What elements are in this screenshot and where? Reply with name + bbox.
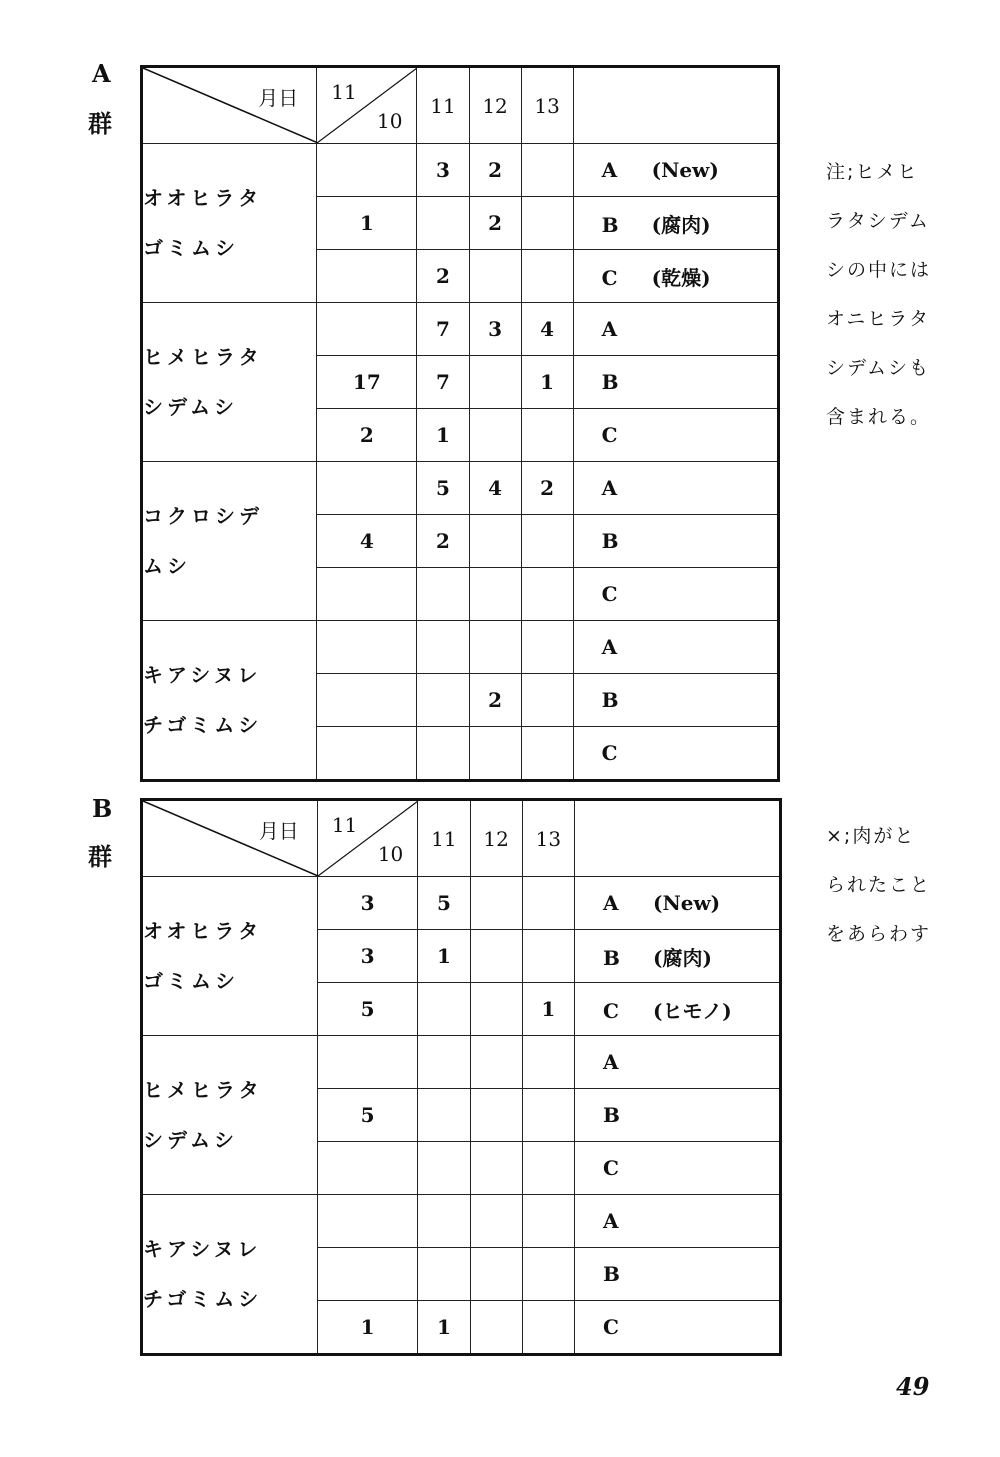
count-cell-day13: 2 [521, 462, 573, 515]
date-split-bottom: 10 [376, 109, 403, 133]
species-name-line: ヒメヒラタ [143, 345, 263, 369]
species-name [142, 303, 317, 462]
count-cell-day10 [317, 1248, 417, 1301]
table-row [142, 144, 779, 197]
bait-cell [573, 674, 778, 727]
count-cell-day10 [317, 568, 417, 621]
count-cell-day13: 1 [522, 983, 574, 1036]
species-name-line: シデムシ [143, 1128, 238, 1152]
count-cell-day12: 2 [469, 197, 521, 250]
group-a-kanji: 群 [88, 109, 112, 138]
species-name [142, 621, 317, 781]
count-cell-day10: 3 [317, 877, 417, 930]
species-name-line: キアシヌレ [143, 663, 262, 687]
table-row [142, 1195, 781, 1248]
bait-note: (New) [652, 891, 721, 915]
count-cell-day10: 5 [317, 983, 417, 1036]
count-cell-day13 [522, 1089, 574, 1142]
count-cell-day12 [470, 877, 522, 930]
count-cell-day13 [521, 409, 573, 462]
group-b-side-note [826, 812, 931, 959]
side-note-line: オニヒラタ [826, 308, 931, 330]
bait-cell [574, 983, 780, 1036]
bait-note: (New) [651, 158, 719, 182]
count-cell-day10 [317, 1142, 417, 1195]
bait-letter: C [602, 1156, 619, 1180]
count-cell-day11 [418, 1248, 470, 1301]
count-cell-day12 [470, 930, 522, 983]
bait-letter: A [602, 891, 619, 915]
count-cell-day13 [521, 621, 573, 674]
bait-cell [574, 1089, 780, 1142]
bait-letter: B [601, 529, 619, 553]
species-name-line: キアシヌレ [143, 1237, 262, 1261]
species-name-line: オオヒラタ [143, 186, 263, 210]
table-row [142, 621, 779, 674]
count-cell-day10: 3 [317, 930, 417, 983]
bait-letter: A [602, 1050, 619, 1074]
count-cell-day13 [522, 1036, 574, 1089]
count-cell-day13 [522, 1195, 574, 1248]
bait-letter: A [601, 476, 618, 500]
species-name-line: ゴミムシ [143, 236, 239, 260]
bait-cell [574, 1248, 780, 1301]
bait-letter: A [601, 158, 618, 182]
bait-note: (ヒモノ) [652, 998, 732, 1023]
count-cell-day12 [469, 250, 521, 303]
month-day-label: 月日 [258, 819, 299, 843]
table-row [142, 1036, 781, 1089]
day-header: 12 [469, 67, 521, 144]
table-row [142, 303, 779, 356]
bait-cell [574, 1036, 780, 1089]
count-cell-day12 [470, 983, 522, 1036]
count-cell-day11 [417, 674, 469, 727]
species-name-line: ヒメヒラタ [143, 1078, 263, 1102]
count-cell-day13: 4 [521, 303, 573, 356]
bait-cell [573, 356, 778, 409]
count-cell-day10: 17 [317, 356, 417, 409]
bait-letter: B [601, 212, 619, 237]
bait-letter: C [601, 582, 618, 606]
side-note-line: 含まれる。 [826, 406, 932, 428]
day-header: 11 [417, 67, 469, 144]
bait-cell [574, 877, 780, 930]
count-cell-day10: 5 [317, 1089, 417, 1142]
bait-letter: B [601, 370, 619, 394]
bait-letter: C [601, 423, 618, 447]
bait-cell [574, 1195, 780, 1248]
bait-letter: B [602, 945, 620, 970]
count-cell-day13 [521, 197, 573, 250]
count-cell-day11 [417, 568, 469, 621]
bait-note: (乾燥) [651, 265, 711, 290]
species-name-line: オオヒラタ [143, 919, 263, 943]
count-cell-day12 [470, 1195, 522, 1248]
count-cell-day10 [317, 1195, 417, 1248]
count-cell-day13 [521, 250, 573, 303]
count-cell-day11: 5 [418, 877, 470, 930]
bait-letter: B [602, 1262, 620, 1286]
count-cell-day13 [522, 1248, 574, 1301]
count-cell-day13 [522, 1301, 574, 1355]
species-name-line: チゴミムシ [143, 713, 263, 737]
count-cell-day11: 7 [417, 303, 469, 356]
count-cell-day11 [418, 1089, 470, 1142]
count-cell-day11: 2 [417, 515, 469, 568]
count-cell-day13 [521, 568, 573, 621]
count-cell-day11 [418, 1142, 470, 1195]
count-cell-day11 [417, 197, 469, 250]
bait-cell [573, 515, 778, 568]
bait-letter: C [601, 265, 618, 290]
group-b-letter: B [92, 794, 113, 823]
count-cell-day12 [469, 356, 521, 409]
bait-cell [574, 930, 780, 983]
day-header: 13 [521, 67, 573, 144]
bait-cell [573, 303, 778, 356]
date-split-header [317, 800, 417, 877]
species-name-line: ムシ [143, 554, 191, 578]
date-split-top: 11 [331, 80, 357, 104]
count-cell-day12 [469, 568, 521, 621]
bait-header [573, 67, 778, 144]
day-header: 13 [522, 800, 574, 877]
count-cell-day11: 1 [418, 1301, 470, 1355]
count-cell-day12 [470, 1142, 522, 1195]
count-cell-day12 [469, 515, 521, 568]
group-a-side-note [826, 148, 931, 442]
count-cell-day11: 3 [417, 144, 469, 197]
bait-note: (腐肉) [652, 945, 712, 970]
date-split-top: 11 [331, 813, 358, 837]
species-name [142, 144, 317, 303]
count-cell-day10: 4 [317, 515, 417, 568]
header-row [142, 67, 779, 144]
species-name-line: チゴミムシ [143, 1287, 263, 1311]
count-cell-day12 [470, 1301, 522, 1355]
count-cell-day10 [317, 462, 417, 515]
count-cell-day10: 2 [317, 409, 417, 462]
bait-cell [573, 727, 778, 781]
count-cell-day10 [317, 303, 417, 356]
month-day-label: 月日 [258, 86, 299, 110]
count-cell-day13 [521, 727, 573, 781]
species-name [142, 877, 318, 1036]
table-row [142, 877, 781, 930]
side-note-line: シデムシも [826, 357, 931, 379]
side-note-line: 注;ヒメヒ [826, 161, 919, 183]
table-row [142, 462, 779, 515]
page-number: 49 [896, 1372, 930, 1401]
bait-note: (腐肉) [651, 212, 711, 237]
group-a-table [140, 65, 780, 782]
species-name [142, 462, 317, 621]
group-b-kanji: 群 [88, 842, 112, 871]
count-cell-day12 [469, 409, 521, 462]
corner-header [142, 800, 318, 877]
header-row [142, 800, 781, 877]
bait-letter: A [601, 317, 618, 341]
count-cell-day12 [470, 1248, 522, 1301]
count-cell-day12: 2 [469, 674, 521, 727]
bait-letter: C [602, 1315, 619, 1339]
species-name-line: シデムシ [143, 395, 238, 419]
count-cell-day11: 2 [417, 250, 469, 303]
count-cell-day12 [470, 1089, 522, 1142]
count-cell-day10 [317, 1036, 417, 1089]
count-cell-day12: 2 [469, 144, 521, 197]
count-cell-day13 [522, 877, 574, 930]
bait-cell [574, 1142, 780, 1195]
count-cell-day10 [317, 250, 417, 303]
day-header: 12 [470, 800, 522, 877]
count-cell-day10 [317, 621, 417, 674]
date-split-header [317, 67, 417, 144]
side-note-line: をあらわす [826, 923, 932, 945]
count-cell-day11: 7 [417, 356, 469, 409]
count-cell-day10 [317, 727, 417, 781]
day-header: 11 [418, 800, 470, 877]
bait-cell [573, 568, 778, 621]
count-cell-day11 [418, 1036, 470, 1089]
bait-letter: B [602, 1103, 620, 1127]
count-cell-day13 [522, 930, 574, 983]
count-cell-day13 [521, 515, 573, 568]
bait-cell [573, 409, 778, 462]
count-cell-day12 [469, 727, 521, 781]
count-cell-day12: 4 [469, 462, 521, 515]
count-cell-day12 [470, 1036, 522, 1089]
species-name-line: ゴミムシ [143, 969, 239, 993]
count-cell-day10: 1 [317, 1301, 417, 1355]
count-cell-day11 [418, 1195, 470, 1248]
bait-cell [573, 462, 778, 515]
species-name-line: コクロシデ [143, 504, 263, 528]
count-cell-day13 [521, 674, 573, 727]
date-split-bottom: 10 [377, 842, 404, 866]
count-cell-day13: 1 [521, 356, 573, 409]
bait-letter: A [602, 1209, 619, 1233]
side-note-line: シの中には [826, 259, 932, 281]
count-cell-day11: 1 [417, 409, 469, 462]
count-cell-day10 [317, 674, 417, 727]
species-name [142, 1036, 318, 1195]
bait-cell [573, 144, 778, 197]
count-cell-day11: 1 [418, 930, 470, 983]
side-note-line: られたこと [826, 874, 932, 896]
species-name [142, 1195, 318, 1355]
bait-letter: A [601, 635, 618, 659]
bait-cell [573, 621, 778, 674]
bait-header [574, 800, 780, 877]
bait-cell [574, 1301, 780, 1355]
bait-cell [573, 250, 778, 303]
group-a-letter: A [92, 59, 111, 88]
bait-letter: C [602, 998, 619, 1023]
count-cell-day12 [469, 621, 521, 674]
count-cell-day11 [418, 983, 470, 1036]
count-cell-day11: 5 [417, 462, 469, 515]
corner-header [142, 67, 317, 144]
count-cell-day12: 3 [469, 303, 521, 356]
bait-cell [573, 197, 778, 250]
count-cell-day11 [417, 727, 469, 781]
count-cell-day10 [317, 144, 417, 197]
side-note-line: ラタシデム [826, 210, 930, 232]
count-cell-day10: 1 [317, 197, 417, 250]
group-b-table [140, 798, 782, 1356]
side-note-line: ×;肉がと [826, 825, 916, 847]
bait-letter: C [601, 741, 618, 765]
bait-letter: B [601, 688, 619, 712]
count-cell-day13 [522, 1142, 574, 1195]
count-cell-day13 [521, 144, 573, 197]
count-cell-day11 [417, 621, 469, 674]
